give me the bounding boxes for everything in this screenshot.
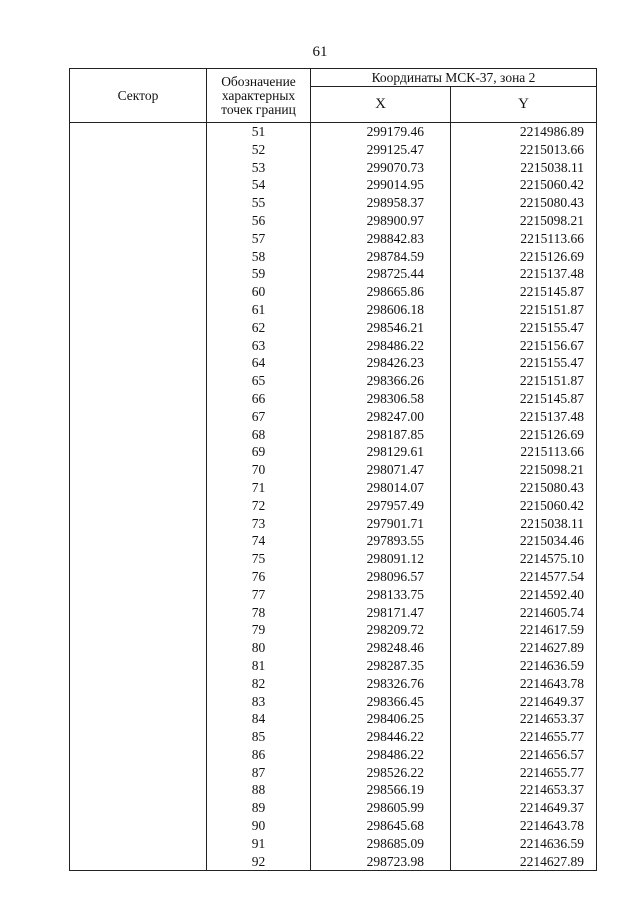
x-cell: 298446.22 [311,728,451,746]
point-cell: 91 [207,835,311,853]
point-cell: 59 [207,265,311,283]
x-cell: 298725.44 [311,265,451,283]
y-cell: 2215137.48 [451,265,597,283]
x-cell: 298096.57 [311,568,451,586]
x-cell: 299070.73 [311,159,451,177]
point-cell: 69 [207,443,311,461]
page-number: 61 [312,44,328,60]
x-cell: 298171.47 [311,604,451,622]
point-cell: 87 [207,764,311,782]
point-cell: 55 [207,194,311,212]
y-cell: 2214653.37 [451,781,597,799]
x-cell: 298546.21 [311,319,451,337]
point-cell: 84 [207,710,311,728]
x-cell: 299014.95 [311,176,451,194]
y-cell: 2215155.47 [451,319,597,337]
point-cell: 82 [207,675,311,693]
y-cell: 2215145.87 [451,390,597,408]
y-cell: 2214636.59 [451,657,597,675]
point-cell: 70 [207,461,311,479]
x-cell: 297901.71 [311,515,451,533]
point-cell: 85 [207,728,311,746]
y-cell: 2215038.11 [451,515,597,533]
point-cell: 90 [207,817,311,835]
point-cell: 81 [207,657,311,675]
point-cell: 86 [207,746,311,764]
table-row [70,123,597,141]
y-cell: 2214655.77 [451,764,597,782]
x-cell: 298014.07 [311,479,451,497]
y-cell: 2215034.46 [451,532,597,550]
x-cell: 297957.49 [311,497,451,515]
point-cell: 51 [207,123,311,141]
y-cell: 2214643.78 [451,675,597,693]
x-cell: 298842.83 [311,230,451,248]
y-cell: 2214627.89 [451,853,597,871]
x-cell: 298784.59 [311,248,451,266]
x-cell: 298526.22 [311,764,451,782]
point-cell: 83 [207,693,311,711]
x-cell: 299179.46 [311,123,451,141]
point-cell: 76 [207,568,311,586]
point-cell: 65 [207,372,311,390]
sector-cell [70,123,207,871]
point-cell: 61 [207,301,311,319]
x-cell: 298133.75 [311,586,451,604]
y-cell: 2214655.77 [451,728,597,746]
point-cell: 68 [207,426,311,444]
point-cell: 77 [207,586,311,604]
x-cell: 298306.58 [311,390,451,408]
point-cell: 57 [207,230,311,248]
point-cell: 79 [207,621,311,639]
header-point-designation [207,69,311,123]
header-point-line-2: характерных [221,87,296,103]
x-cell: 298426.23 [311,354,451,372]
y-cell: 2215126.69 [451,426,597,444]
point-cell: 72 [207,497,311,515]
y-cell: 2214653.37 [451,710,597,728]
y-cell: 2215038.11 [451,159,597,177]
x-cell: 298247.00 [311,408,451,426]
x-cell: 298900.97 [311,212,451,230]
x-cell: 298605.99 [311,799,451,817]
x-cell: 298129.61 [311,443,451,461]
y-cell: 2214577.54 [451,568,597,586]
x-cell: 298071.47 [311,461,451,479]
y-cell: 2214605.74 [451,604,597,622]
point-cell: 58 [207,248,311,266]
header-coordinates: Координаты МСК-37, зона 2 [311,69,597,87]
header-x: X [311,87,451,123]
table-body [70,123,597,871]
x-cell: 298606.18 [311,301,451,319]
point-cell: 74 [207,532,311,550]
y-cell: 2214627.89 [451,639,597,657]
x-cell: 298366.45 [311,693,451,711]
y-cell: 2214575.10 [451,550,597,568]
x-cell: 298958.37 [311,194,451,212]
y-cell: 2215113.66 [451,443,597,461]
point-cell: 89 [207,799,311,817]
y-cell: 2214592.40 [451,586,597,604]
point-cell: 80 [207,639,311,657]
x-cell: 298406.25 [311,710,451,728]
point-cell: 92 [207,853,311,871]
y-cell: 2215098.21 [451,461,597,479]
x-cell: 298685.09 [311,835,451,853]
y-cell: 2214617.59 [451,621,597,639]
y-cell: 2215080.43 [451,479,597,497]
point-cell: 66 [207,390,311,408]
y-cell: 2215151.87 [451,372,597,390]
x-cell: 298486.22 [311,746,451,764]
y-cell: 2214636.59 [451,835,597,853]
y-cell: 2215080.43 [451,194,597,212]
x-cell: 298486.22 [311,337,451,355]
x-cell: 298645.68 [311,817,451,835]
y-cell: 2215060.42 [451,497,597,515]
x-cell: 298209.72 [311,621,451,639]
y-cell: 2215155.47 [451,354,597,372]
y-cell: 2215137.48 [451,408,597,426]
x-cell: 298566.19 [311,781,451,799]
y-cell: 2214986.89 [451,123,597,141]
header-point-line-3: точек границ [221,101,296,117]
x-cell: 298187.85 [311,426,451,444]
y-cell: 2214649.37 [451,799,597,817]
x-cell: 298287.35 [311,657,451,675]
point-cell: 62 [207,319,311,337]
x-cell: 298723.98 [311,853,451,871]
y-cell: 2215145.87 [451,283,597,301]
x-cell: 299125.47 [311,141,451,159]
header-y: Y [451,87,597,123]
point-cell: 56 [207,212,311,230]
y-cell: 2214643.78 [451,817,597,835]
y-cell: 2215126.69 [451,248,597,266]
y-cell: 2215060.42 [451,176,597,194]
point-cell: 71 [207,479,311,497]
y-cell: 2214649.37 [451,693,597,711]
y-cell: 2215113.66 [451,230,597,248]
y-cell: 2215156.67 [451,337,597,355]
y-cell: 2215098.21 [451,212,597,230]
point-cell: 75 [207,550,311,568]
x-cell: 297893.55 [311,532,451,550]
point-cell: 54 [207,176,311,194]
point-cell: 52 [207,141,311,159]
point-cell: 78 [207,604,311,622]
point-cell: 53 [207,159,311,177]
header-sector: Сектор [70,69,207,123]
y-cell: 2215013.66 [451,141,597,159]
point-cell: 64 [207,354,311,372]
x-cell: 298091.12 [311,550,451,568]
x-cell: 298366.26 [311,372,451,390]
x-cell: 298248.46 [311,639,451,657]
point-cell: 63 [207,337,311,355]
point-cell: 60 [207,283,311,301]
point-cell: 88 [207,781,311,799]
x-cell: 298665.86 [311,283,451,301]
point-cell: 73 [207,515,311,533]
y-cell: 2214656.57 [451,746,597,764]
x-cell: 298326.76 [311,675,451,693]
y-cell: 2215151.87 [451,301,597,319]
coordinates-table [69,68,597,871]
header-point-line-1: Обозначение [221,73,296,89]
point-cell: 67 [207,408,311,426]
